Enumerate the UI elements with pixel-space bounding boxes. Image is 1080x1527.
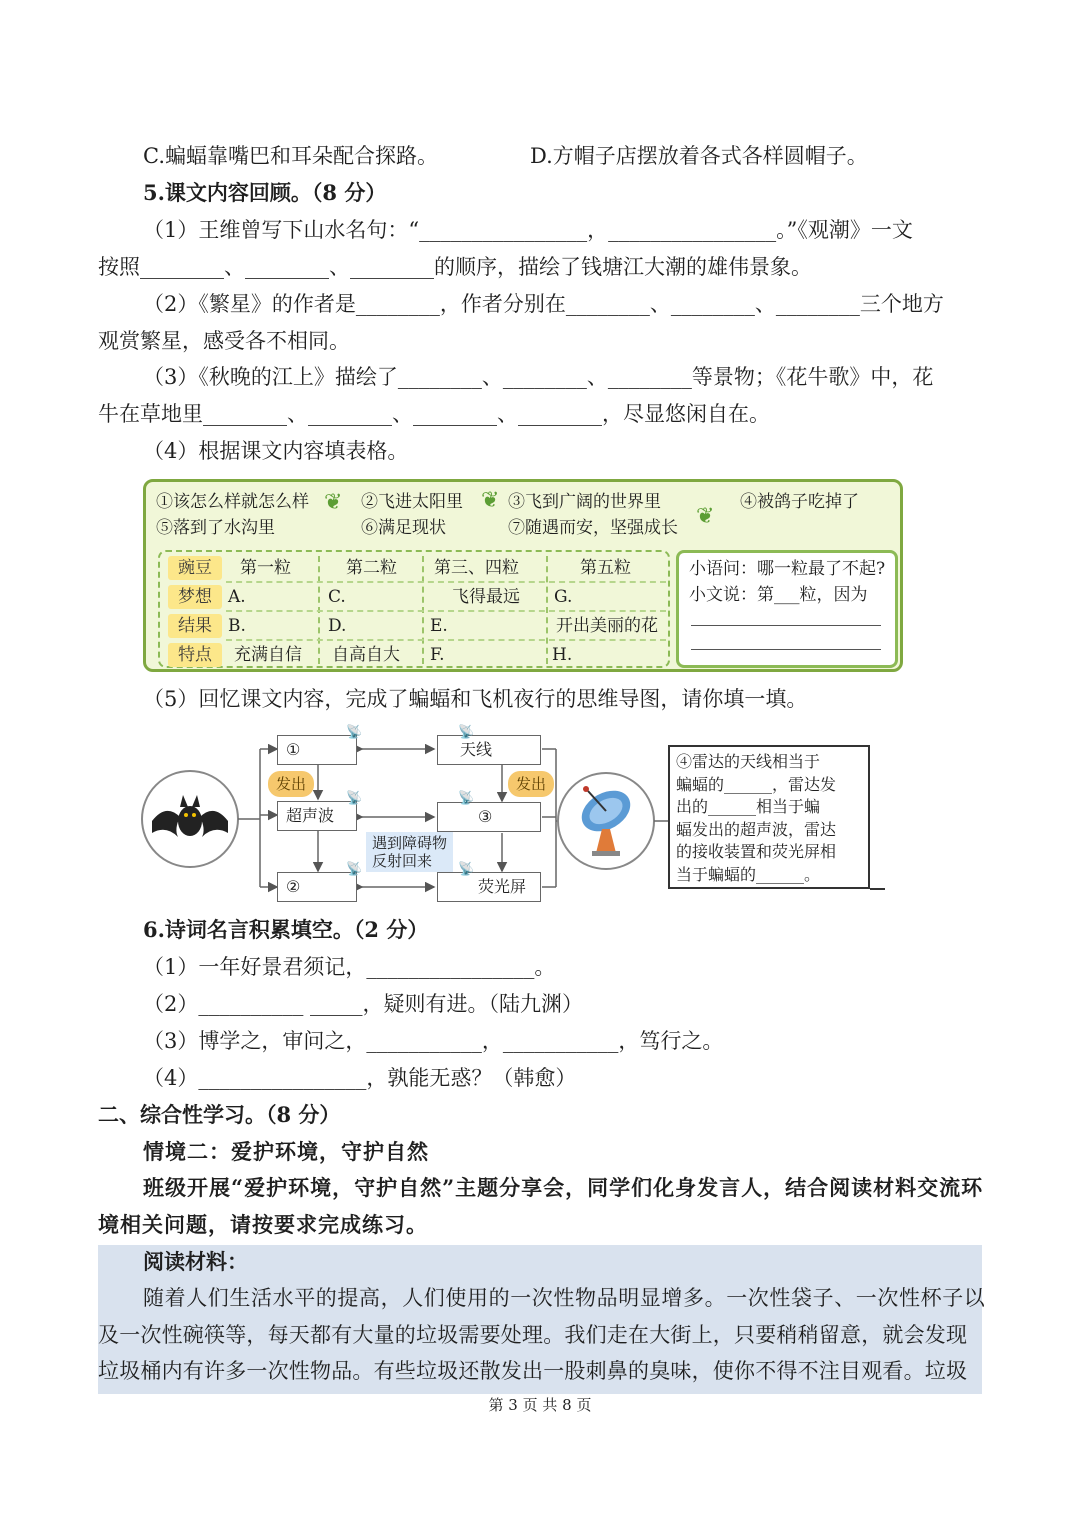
option-7: ⑦随遇而安，坚强成长 [508,518,678,538]
table-cell: E. [430,616,448,636]
radar-note-line: 出的______相当于蝙 [676,797,821,816]
pea-table-panel [143,479,903,672]
intro-line-1: 班级开展“爱护环境，守护自然”主题分享会，同学们化身发言人，结合阅读材料交流环 [143,1175,984,1200]
reflect-line-2: 反射回来 [372,852,433,870]
q5-sub2-line2: 观赏繁星，感受各不相同。 [98,329,350,353]
question-6-title: 6.诗词名言积累填空。（2 分） [143,917,429,942]
table-cell: C. [328,587,346,607]
option-6: ⑥满足现状 [361,518,446,538]
table-cell: A. [228,587,246,607]
answer-line [691,649,881,650]
sprout-icon: ❦ [481,488,500,513]
table-cell: 飞得最远 [452,587,520,607]
sprout-icon: ❦ [324,490,343,515]
q5-sub1-line2: 按照________、________、________的顺序，描绘了钱塘江大潮的雄伟景象。 [98,255,812,279]
radar-note-line: 蝙蝠的______，雷达发 [676,774,837,794]
radar-note-line: 当于蝙蝠的______。 [676,864,821,884]
table-cell: H. [552,645,573,665]
emit-label-radar: 发出 [508,771,554,797]
part-2-title: 二、综合性学习。（8 分） [98,1102,341,1127]
q6-line-1: （1）一年好景君须记，________________。 [143,955,556,979]
page-footer: 第 3 页 共 8 页 [488,1396,592,1414]
row-label-trait: 特点 [168,643,222,667]
bat-box-ultrasound: 超声波 [277,801,357,831]
reading-line-1: 随着人们生活水平的提高，人们使用的一次性物品明显增多。一次性袋子、一次性杯子以 [143,1286,986,1310]
table-cell: 开出美丽的花 [556,616,658,636]
table-cell: D. [328,616,347,636]
table-cell: F. [430,645,445,665]
row-label-dream: 梦想 [168,585,222,609]
radar-note-line: 蝠发出的超声波，雷达 [676,819,837,839]
answer-line [691,625,881,626]
q5-sub3-line2: 牛在草地里________、________、________、________，尽显悠闲自在。 [98,402,770,426]
q6-line-4: （4）________________，孰能无惑？（韩愈） [143,1066,577,1090]
intro-line-2: 境相关问题，请按要求完成练习。 [98,1212,428,1237]
q5-sub1-line1: （1）王维曾写下山水名句：“________________，________________。”《观潮》一文 [143,218,913,242]
reading-title: 阅读材料： [143,1249,248,1274]
q6-line-2: （2）__________ _____，疑则有进。（陆九渊） [143,992,584,1016]
table-cell: 自高自大 [332,645,400,665]
reading-line-2: 及一次性碗筷等，每天都有大量的垃圾需要处理。我们走在大街上，只要稍稍留意，就会发现 [98,1323,968,1347]
table-cell: B. [228,616,246,636]
option-c: C.蝙蝠靠嘴巴和耳朵配合探路。 [143,144,438,168]
signal-icon: 📡 [458,791,475,806]
q6-line-3: （3）博学之，审问之，___________，___________，笃行之。 [143,1029,724,1053]
signal-icon: 📡 [346,791,363,806]
row-label-pea: 豌豆 [168,556,222,580]
option-5: ⑤落到了水沟里 [156,518,275,538]
dialogue-answer: 小文说：第___粒，因为 [689,585,868,605]
sprout-icon: ❦ [696,504,715,529]
table-cell: 充满自信 [234,645,302,665]
emit-label-bat: 发出 [268,771,314,797]
radar-box-screen: 荧光屏 [437,872,541,902]
signal-icon: 📡 [458,725,475,740]
bat-box-2: ② [277,872,357,902]
reflect-label [366,832,453,872]
pea-grid [158,550,670,668]
table-cell: 第三、四粒 [434,558,519,578]
radar-note-line: 的接收装置和荧光屏相 [676,842,837,861]
option-2: ②飞进太阳里 [361,492,463,512]
scene-title: 情境二：爱护环境，守护自然 [143,1139,429,1164]
q5-sub2-line1: （2）《繁星》的作者是________，作者分别在________、________、________三个地方 [143,292,944,316]
radar-box-3: ③ [437,802,541,832]
reading-line-3: 垃圾桶内有许多一次性物品。有些垃圾还散发出一股刺鼻的臭味，使你不得不注目观看。垃圾 [98,1359,968,1383]
table-cell: 第一粒 [240,558,291,578]
option-d: D.方帽子店摆放着各式各样圆帽子。 [530,144,868,168]
row-label-result: 结果 [168,614,222,638]
q5-sub4: （4）根据课文内容填表格。 [143,439,409,463]
q5-sub3-line1: （3）《秋晚的江上》描绘了________、________、________等景物；《花牛歌》中，花 [143,365,934,389]
signal-icon: 📡 [458,862,475,877]
mind-map [140,725,900,910]
q5-sub5: （5）回忆课文内容，完成了蝙蝠和飞机夜行的思维导图，请你填一填。 [143,687,808,711]
table-cell: 第五粒 [580,558,631,578]
reading-material [98,1245,986,1394]
radar-note-box [668,745,870,889]
option-1: ①该怎么样就怎么样 [156,492,309,512]
radar-box-antenna: 天线 [437,735,541,765]
radar-note-line: ④雷达的天线相当于 [676,752,821,771]
option-3: ③飞到广阔的世界里 [508,492,661,512]
signal-icon: 📡 [346,862,363,877]
table-cell: 第二粒 [346,558,397,578]
signal-icon: 📡 [346,725,363,740]
dialogue-question: 小语问：哪一粒最了不起? [689,559,886,579]
table-cell: G. [554,587,573,607]
reflect-line-1: 遇到障碍物 [372,834,448,852]
question-5-title: 5.课文内容回顾。（8 分） [143,180,387,205]
dialogue-box [676,550,898,668]
option-4: ④被鸽子吃掉了 [740,492,859,512]
bat-box-1: ① [277,735,357,765]
